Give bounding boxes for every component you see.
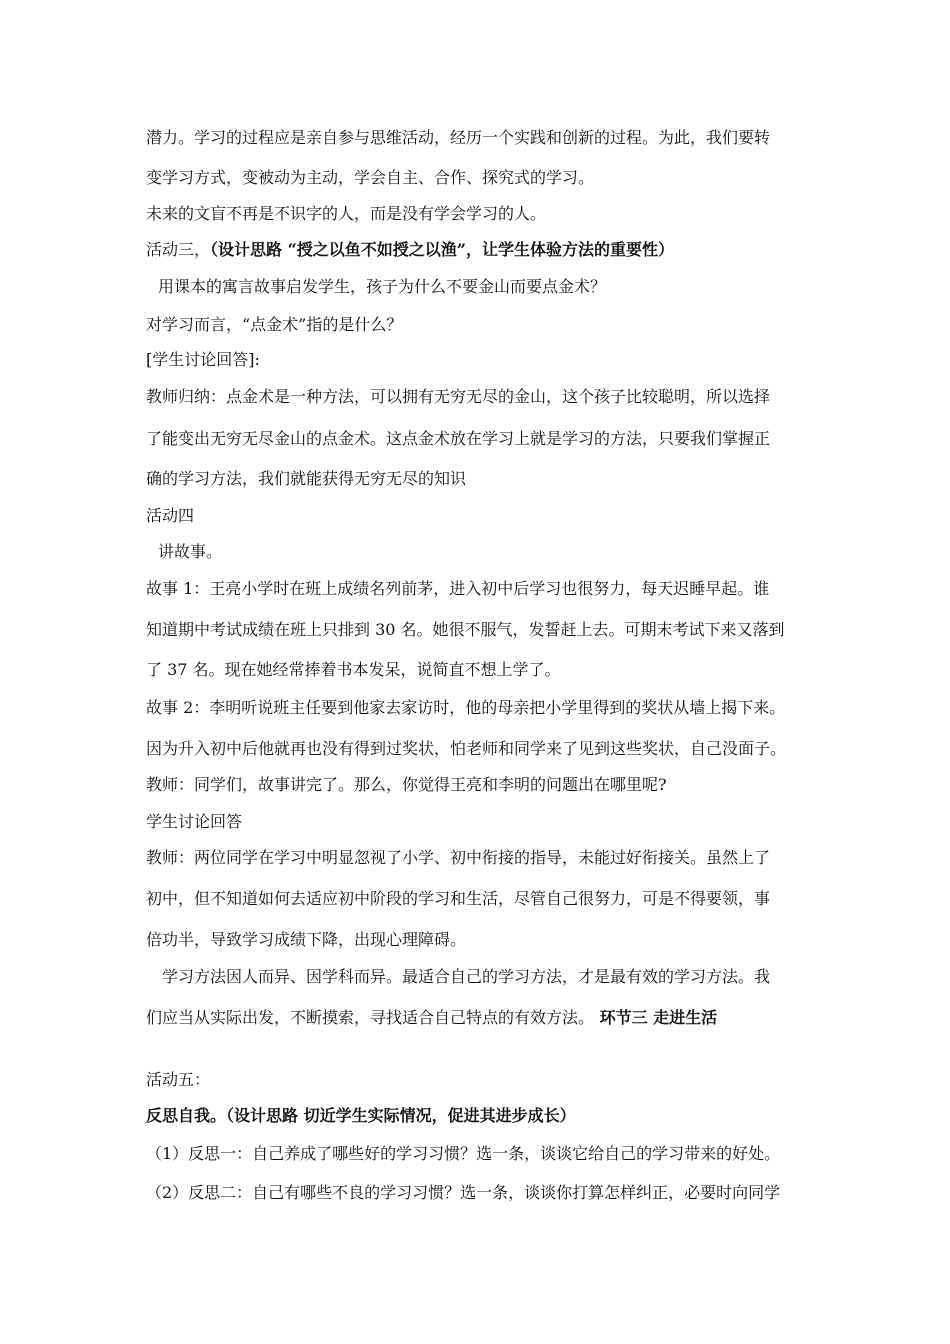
activity5-heading: 活动五： — [146, 1070, 211, 1089]
paragraph-line: 学习方法因人而异、因学科而异。最适合自己的学习方法，才是最有效的学习方法。我 — [162, 967, 771, 986]
paragraph-line: 故事 1：王亮小学时在班上成绩名列前茅，进入初中后学习也很努力，每天迟睡早起。谁 — [146, 579, 770, 598]
paragraph-line: 初中，但不知道如何去适应初中阶段的学习和生活，尽管自己很努力，可是不得要领，事 — [146, 889, 771, 908]
paragraph-line: 讲故事。 — [158, 542, 223, 561]
reflect-heading: 反思自我。（设计思路 切近学生实际情况，促进其进步成长） — [146, 1106, 576, 1125]
activity4-heading: 活动四 — [146, 506, 195, 525]
activity3-label: 活动三， — [146, 240, 211, 259]
paragraph-line: 倍功半，导致学习成绩下降，出现心理障碍。 — [146, 930, 467, 949]
paragraph-line: 知道期中考试成绩在班上只排到 30 名。她很不服气，发誓赶上去。可期末考试下来又落到 — [146, 620, 785, 639]
paragraph-line: 了能变出无穷无尽金山的点金术。这点金术放在学习上就是学习的方法，只要我们掌握正 — [146, 429, 771, 448]
paragraph-line: 教师：同学们，故事讲完了。那么，你觉得王亮和李明的问题出在哪里呢? — [146, 775, 667, 794]
activity3-heading — [146, 240, 674, 260]
paragraph-line: 教师归纳：点金术是一种方法，可以拥有无穷无尽的金山，这个孩子比较聪明，所以选择 — [146, 387, 771, 406]
paragraph-line: 教师：两位同学在学习中明显忽视了小学、初中衔接的指导，未能过好衔接关。虽然上了 — [146, 848, 771, 867]
list-item: （1）反思一：自己养成了哪些好的学习习惯？选一条，谈谈它给自己的学习带来的好处。 — [146, 1144, 781, 1163]
paragraph-line: 故事 2：李明听说班主任要到他家去家访时，他的母亲把小学里得到的奖状从墙上揭下来。 — [146, 698, 786, 717]
paragraph-line: 用课本的寓言故事启发学生，孩子为什么不要金山而要点金术？ — [158, 277, 607, 296]
paragraph-line: 学生讨论回答 — [146, 812, 243, 831]
paragraph-line — [146, 1008, 717, 1028]
paragraph-line: 未来的文盲不再是不识字的人，而是没有学会学习的人。 — [146, 204, 547, 223]
paragraph-line: 确的学习方法，我们就能获得无穷无尽的知识 — [146, 469, 467, 488]
activity3-design-note: （设计思路 “授之以鱼不如授之以渔”，让学生体验方法的重要性） — [210, 240, 674, 259]
paragraph-line: 变学习方式，变被动为主动，学会自主、合作、探究式的学习。 — [146, 168, 595, 187]
paragraph-line: 因为升入初中后他就再也没有得到过奖状，怕老师和同学来了见到这些奖状，自己没面子。 — [146, 739, 787, 758]
paragraph-line: [学生讨论回答]: — [146, 350, 260, 369]
paragraph-line: 对学习而言，“点金术”指的是什么？ — [146, 315, 403, 334]
paragraph-text: 们应当从实际出发，不断摸索，寻找适合自己特点的有效方法。 — [146, 1008, 595, 1027]
paragraph-line: 潜力。学习的过程应是亲自参与思维活动，经历一个实践和创新的过程。为此，我们要转 — [146, 128, 771, 147]
paragraph-line: 了 37 名。现在她经常捧着书本发呆，说简直不想上学了。 — [146, 660, 561, 679]
section-heading: 环节三 走进生活 — [594, 1008, 718, 1027]
list-item: （2）反思二：自己有哪些不良的学习习惯？选一条，谈谈你打算怎样纠正，必要时向同学 — [146, 1183, 781, 1202]
